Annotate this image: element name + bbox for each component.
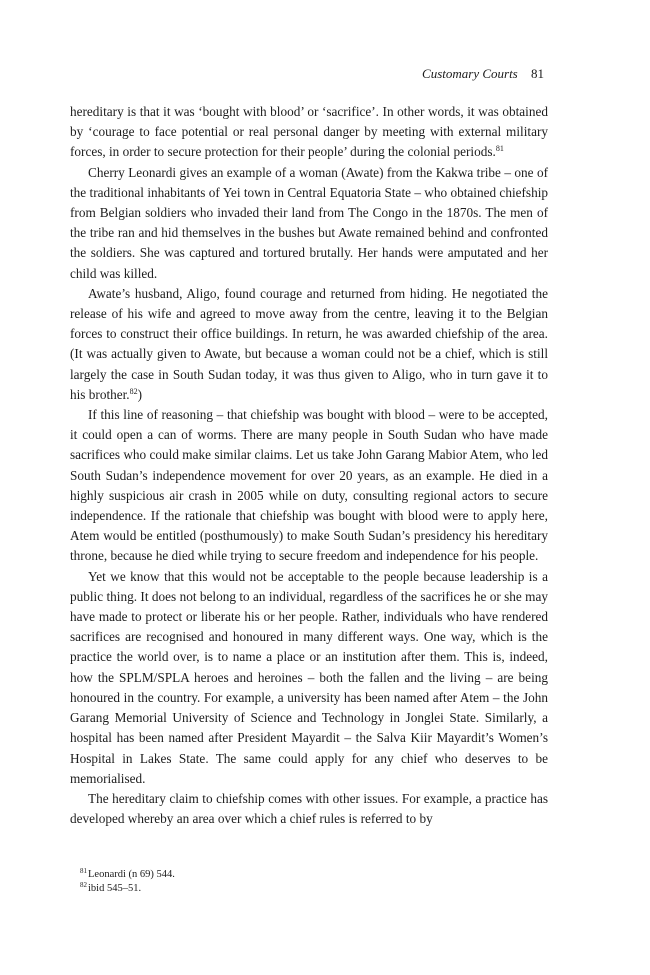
footnote-ref[interactable]: 82 <box>129 386 138 396</box>
paragraph-text: hereditary is that it was ‘bought with blood’ or ‘sacrifice’. In other words, it was obtained by ‘courage to face potential or real personal danger by meeting with external military forces, in order to secure protection for their people’ during the colonial periods. <box>70 104 548 160</box>
paragraph-text: If this line of reasoning – that chiefship was bought with blood – were to be accepted, it could open a can of worms. There are many people in South Sudan who have made sacrifices who could make similar claims. Let us take John Garang Mabior Atem, who led South Sudan’s independence movement for over 20 years, as an example. He died in a highly suspicious air crash in 2005 while on duty, consulting regional actors to secure independence. If the rationale that chiefship was bought with blood were to apply here, Atem would be entitled (posthumously) to make South Sudan’s presidency his hereditary throne, because he died while trying to secure freedom and independence for his people. <box>70 407 548 564</box>
paragraph-text: Cherry Leonardi gives an example of a woman (Awate) from the Kakwa tribe – one of the traditional inhabitants of Yei town in Central Equatoria State – who obtained chiefship from Belgian soldiers who invaded their land from The Congo in the 1870s. The men of the tribe ran and hid themselves in the bushes but Awate remained behind and confronted the soldiers. She was captured and tortured brutally. Her hands were amputated and her child was killed. <box>70 164 548 281</box>
footnote-number: 81 <box>80 867 87 875</box>
paragraph <box>70 789 548 829</box>
footnote <box>80 868 540 882</box>
footnote-number: 82 <box>80 880 87 889</box>
paragraph <box>70 405 548 567</box>
paragraph <box>70 163 548 284</box>
footnote <box>80 882 540 896</box>
paragraph <box>70 102 548 163</box>
paragraph-text: Yet we know that this would not be acceptable to the people because leadership is a public thing. It does not belong to an individual, regardless of the sacrifices he or she may have made to protect or liberate his or her people. Rather, individuals who have rendered sacrifices are recognised and honoured in many different ways. One way, which is the practice the world over, is to name a place or an institution after them. This is, indeed, how the SPLM/SPLA heroes and heroines – both the fallen and the living – are being honoured in the country. For example, a university has been named after Atem – the John Garang Memorial University of Science and Technology in Jonglei State. Similarly, a hospital has been named after President Mayardit – the Salva Kiir Mayardit’s Women’s Hospital in Lakes State. The same could apply for any chief who deserves to be memorialised. <box>70 568 548 786</box>
footnotes <box>80 868 540 895</box>
body-text <box>70 102 548 829</box>
footnote-text: ibid 545–51. <box>88 882 142 894</box>
footnote-ref[interactable]: 81 <box>495 144 504 154</box>
running-head <box>422 66 544 82</box>
paragraph-text: The hereditary claim to chiefship comes with other issues. For example, a practice has developed whereby an area over which a chief rules is referred to by <box>70 790 548 827</box>
footnote-text: Leonardi (n 69) 544. <box>88 869 175 880</box>
paragraph <box>70 284 548 405</box>
paragraph <box>70 567 548 789</box>
page-number: 81 <box>531 66 544 81</box>
running-head-title: Customary Courts <box>422 66 518 81</box>
paragraph-tail: ) <box>137 386 143 402</box>
paragraph-text: Awate’s husband, Aligo, found courage and returned from hiding. He negotiated the release of his wife and agreed to move away from the centre, leaving it to the Belgian forces to construct their office buildings. In return, he was awarded chiefship of the area. (It was actually given to Awate, but because a woman could not be a chief, which is still largely the case in South Sudan today, it was thus given to Aligo, who in turn gave it to his brother. <box>70 285 548 402</box>
